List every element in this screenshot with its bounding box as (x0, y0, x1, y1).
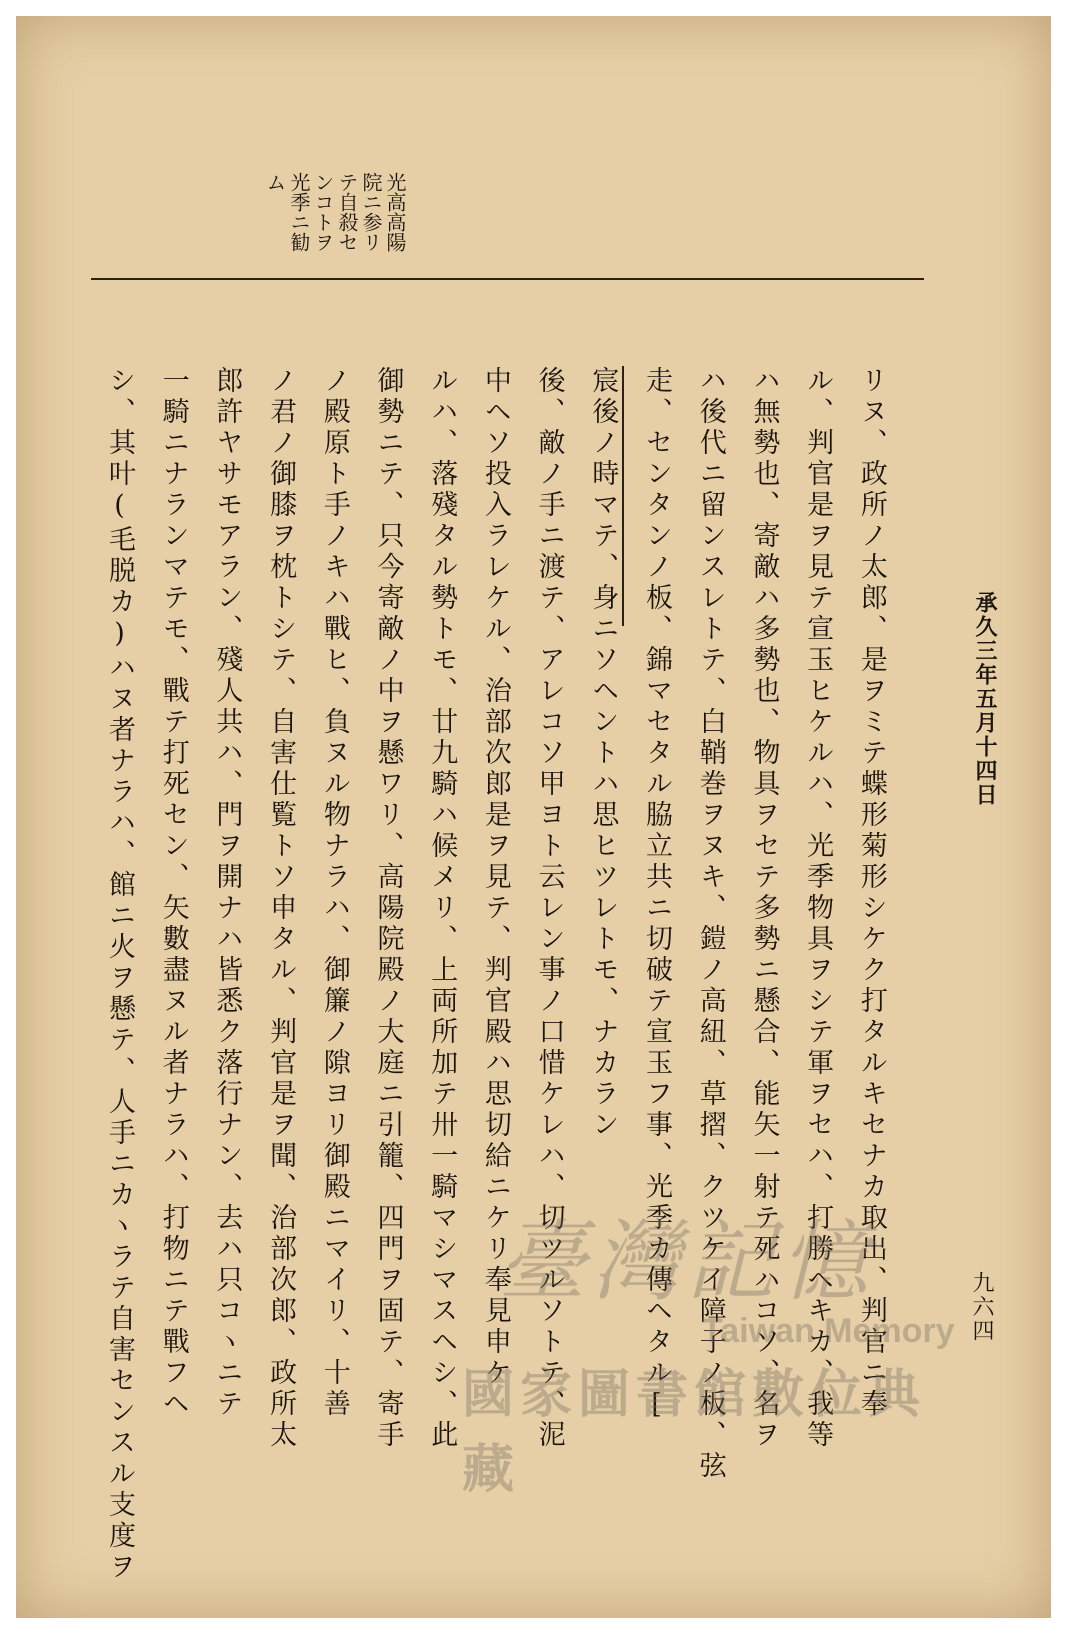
margin-note-line: 光高高陽 (383, 172, 407, 252)
text-column: ハ無勢也、寄敵ハ多勢也、物具ヲセテ多勢ニ懸合、能矢一射テ死ハコソ、名ヲ (748, 366, 780, 1451)
text-column: リヌ、政所ノ太郎、是ヲミテ蝶形菊形シケク打タルキセナカ取出、判官ニ奉 (855, 366, 887, 1420)
watermark-subtitle: Taiwan Memory (702, 1312, 955, 1350)
text-column: ノ君ノ御膝ヲ枕トシテ、自害仕覧トソ申タル、判官是ヲ聞、治部次郎、政所太 (265, 366, 297, 1451)
date-header: 承久三年五月十四日 (972, 591, 998, 807)
text-column: 御勢ニテ、只今寄敵ノ中ヲ懸ワリ、高陽院殿ノ大庭ニ引籠、四門ヲ固テ、寄手 (372, 366, 404, 1451)
watermark (462, 1192, 982, 1500)
text-column: 一騎ニナランマテモ、戰テ打死セン、矢數盡ヌル者ナラハ、打物ニテ戰フヘ (157, 366, 189, 1420)
margin-note-line: テ自殺セ (335, 172, 359, 252)
text-column: 郎許ヤサモアラン、殘人共ハ、門ヲ開ナハ皆悉ク落行ナン、去ハ只コヽニテ (211, 366, 243, 1420)
watermark-institution: 國家圖書館數位典藏 (462, 1364, 927, 1500)
text-column: ハ後代ニ留ンスレトテ、白鞘巻ヲヌキ、鎧ノ高紐、草摺、クツケイ障子ノ板、弦 (694, 366, 726, 1482)
margin-note-line: ム (263, 172, 287, 192)
text-column: ノ殿原ト手ノキハ戰ヒ、負ヌル物ナラハ、御簾ノ隙ヨリ御殿ニマイリ、十善 (318, 366, 350, 1420)
text-column: 中ヘソ投入ラレケル、治部次郎是ヲ見テ、判官殿ハ思切給ニケリ奉見申ケ (479, 366, 511, 1389)
margin-note (256, 172, 406, 292)
book-page (16, 16, 1051, 1618)
text-column: シ、其叶(毛脱カ)ハヌ者ナラハ、館ニ火ヲ懸テ、人手ニカヽラテ自害センスル支度ヲ (104, 366, 135, 1583)
text-column: 後、敵ノ手ニ渡テ、アレコソ甲ヨト云レン事ノ口惜ケレハ、切ツルソトテ、泥 (533, 366, 565, 1451)
margin-note-line: 院ニ参リ (359, 172, 383, 252)
margin-note-line: ンコトヲ (311, 172, 335, 252)
page-number: 九六四 (969, 1271, 994, 1343)
text-column: ル、判官是ヲ見テ宣玉ヒケルハ、光季物具ヲシテ軍ヲセハ、打勝ヘキカ、我等 (802, 366, 834, 1451)
watermark-title: 臺灣記憶 (498, 1210, 875, 1313)
text-column: 宸後ノ時マテ、身ニソヘントハ思ヒツレトモ、ナカラン (587, 366, 619, 1141)
margin-note-line: 光季ニ勧 (287, 172, 311, 252)
header-divider (91, 278, 924, 280)
text-column: ルハ、落殘タル勢トモ、廿九騎ハ候メリ、上両所加テ卅一騎マシマスヘシ、此 (426, 366, 458, 1451)
text-column: 走、センタンノ板、錦マセタル脇立共ニ切破テ宣玉フ事、光季カ傳ヘタル[ (641, 366, 673, 1424)
